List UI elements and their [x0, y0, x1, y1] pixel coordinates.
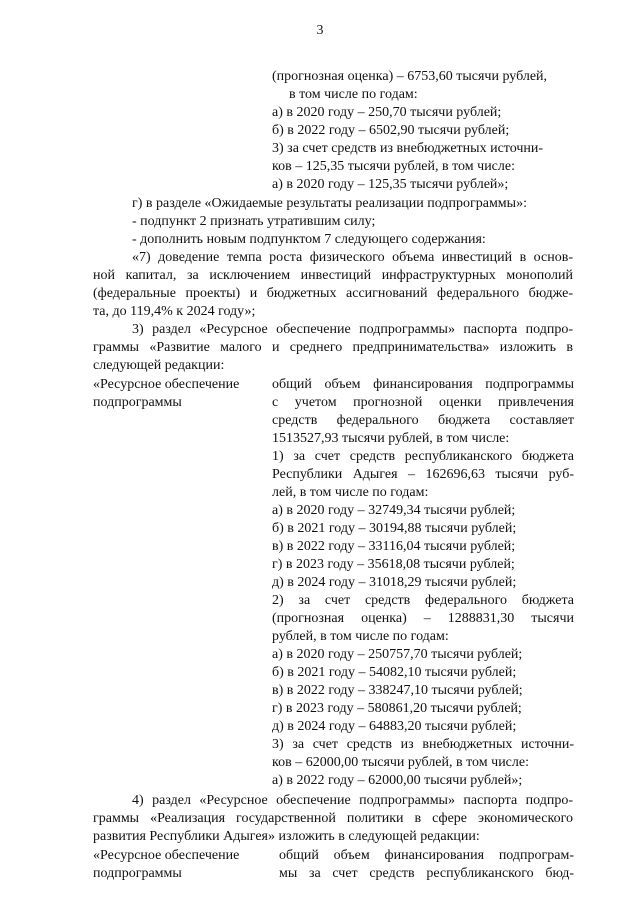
table-left-cell: «Ресурсное обеспечение	[93, 377, 240, 392]
table-right-line: в) в 2022 году – 33116,04 тысячи рублей;	[272, 539, 516, 554]
table-right-line: а) в 2020 году – 32749,34 тысячи рублей;	[272, 503, 516, 518]
table-right-line: г) в 2023 году – 580861,20 тысячи рублей;	[272, 701, 522, 716]
table-right-line: б) в 2021 году – 30194,88 тысячи рублей;	[272, 521, 517, 536]
paragraph-line: граммы «Развитие малого и среднего предпринимательства» изложить в	[93, 340, 573, 355]
table-right-line: с учетом прогнозной оценки привлечения	[272, 395, 574, 410]
table-right-line: ков – 62000,00 тысячи рублей, в том числе:	[272, 755, 529, 770]
paragraph-line: та, до 119,4% к 2024 году»;	[93, 304, 256, 319]
paragraph-line: «7) доведение темпа роста физического объема инвестиций в основ-	[132, 250, 573, 265]
table-right-line: б) в 2021 году – 54082,10 тысячи рублей;	[272, 665, 517, 680]
paragraph-line: (федеральные проекты) и бюджетных ассигнований федерального бюдже-	[93, 286, 573, 301]
paragraph-line: граммы «Реализация государственной политики в сфере экономического	[93, 811, 573, 826]
table-right-line: в) в 2022 году – 338247,10 тысячи рублей;	[272, 683, 523, 698]
table-left-cell: «Ресурсное обеспечение	[93, 848, 240, 863]
table-right-line: 3) за счет средств из внебюджетных источни-	[272, 737, 574, 752]
table-right-line: г) в 2023 году – 35618,08 тысячи рублей;	[272, 557, 515, 572]
table-right-line: рублей, в том числе по годам:	[272, 629, 449, 644]
table-left-cell: подпрограммы	[93, 866, 182, 881]
text-line: ков – 125,35 тысячи рублей, в том числе:	[272, 159, 515, 174]
paragraph-line: 4) раздел «Ресурсное обеспечение подпрограммы» паспорта подпро-	[132, 793, 573, 808]
paragraph-line: г) в разделе «Ожидаемые результаты реализации подпрограммы»:	[132, 196, 527, 211]
table-right-line: общий объем финансирования подпрограммы	[272, 377, 574, 392]
text-line: (прогнозная оценка) – 6753,60 тысячи рублей,	[272, 69, 548, 84]
table-right-line: мы за счет средств республиканского бюд-	[279, 866, 574, 881]
text-line: б) в 2022 году – 6502,90 тысячи рублей;	[272, 123, 510, 138]
table-left-cell: подпрограммы	[93, 395, 182, 410]
table-right-line: общий объем финансирования подпрограм-	[279, 848, 574, 863]
text-line: 3) за счет средств из внебюджетных источни-	[272, 141, 544, 156]
text-line: в том числе по годам:	[289, 87, 418, 102]
paragraph-line: ной капитал, за исключением инвестиций инфраструктурных монополий	[93, 268, 573, 283]
table-right-line: д) в 2024 году – 31018,29 тысячи рублей;	[272, 575, 517, 590]
paragraph-line: - подпункт 2 признать утратившим силу;	[132, 214, 376, 229]
table-right-line: средств федерального бюджета составляет	[272, 413, 574, 428]
paragraph-line: 3) раздел «Ресурсное обеспечение подпрограммы» паспорта подпро-	[132, 322, 573, 337]
table-right-line: а) в 2020 году – 250757,70 тысячи рублей;	[272, 647, 523, 662]
table-right-line: Республики Адыгея – 162696,63 тысячи руб-	[272, 467, 574, 482]
table-right-line: 1) за счет средств республиканского бюджета	[272, 449, 574, 464]
paragraph-line: - дополнить новым подпунктом 7 следующего содержания:	[132, 232, 486, 247]
table-right-line: лей, в том числе по годам:	[272, 485, 429, 500]
table-right-line: (прогнозная оценка) – 1288831,30 тысячи	[272, 611, 574, 626]
text-line: а) в 2020 году – 125,35 тысячи рублей»;	[272, 177, 509, 192]
table-right-line: а) в 2022 году – 62000,00 тысячи рублей»;	[272, 773, 523, 788]
page-number: 3	[316, 23, 324, 38]
table-right-line: 1513527,93 тысячи рублей, в том числе:	[272, 431, 510, 446]
paragraph-line: следующей редакции:	[93, 358, 225, 373]
text-line: а) в 2020 году – 250,70 тысячи рублей;	[272, 105, 502, 120]
table-right-line: д) в 2024 году – 64883,20 тысячи рублей;	[272, 719, 517, 734]
paragraph-line: развития Республики Адыгея» изложить в следующей редакции:	[93, 829, 480, 844]
table-right-line: 2) за счет средств федерального бюджета	[272, 593, 574, 608]
